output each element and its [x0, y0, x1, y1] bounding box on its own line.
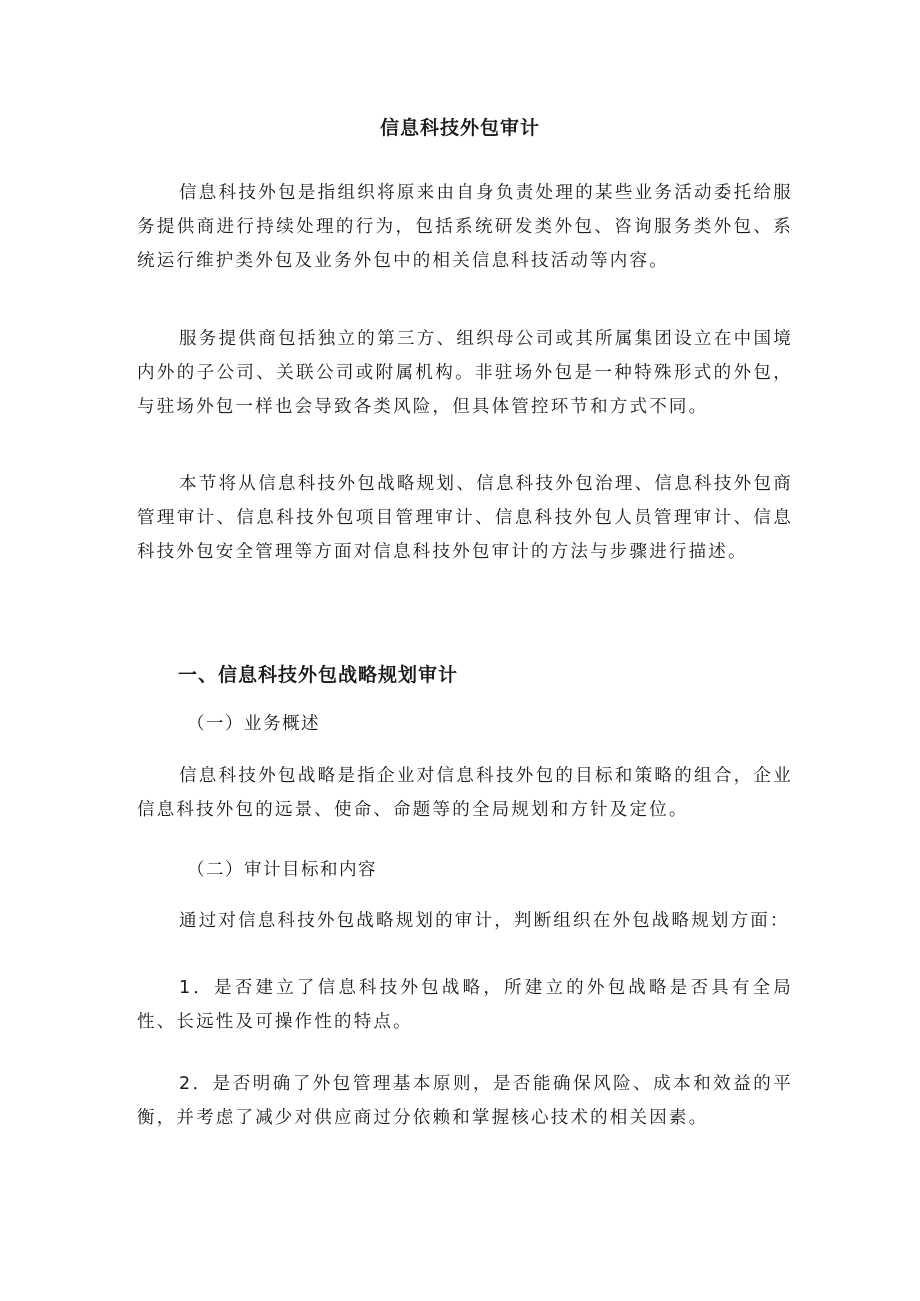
list-item-2: 2．是否明确了外包管理基本原则，是否能确保风险、成本和效益的平衡，并考虑了减少对供应商过分依赖和掌握核心技术的相关因素。 [137, 1074, 793, 1128]
subsection-1-heading: （一）业务概述 [187, 714, 320, 734]
section-1-heading: 一、信息科技外包战略规划审计 [178, 664, 459, 686]
subsection-2-text: 通过对信息科技外包战略规划的审计，判断组织在外包战略规划方面： [179, 911, 790, 931]
list-item-1: 1．是否建立了信息科技外包战略，所建立的外包战略是否具有全局性、长远性及可操作性的特点。 [137, 978, 793, 1032]
document-title: 信息科技外包审计 [379, 117, 540, 139]
intro-paragraph-1: 信息科技外包是指组织将原来由自身负责处理的某些业务活动委托给服务提供商进行持续处理的行为，包括系统研发类外包、咨询服务类外包、系统运行维护类外包及业务外包中的相关信息科技活动等内容。 [137, 183, 793, 271]
subsection-2-heading: （二）审计目标和内容 [187, 860, 377, 880]
subsection-1-text: 信息科技外包战略是指企业对信息科技外包的目标和策略的组合，企业信息科技外包的远景、使命、命题等的全局规划和方针及定位。 [137, 766, 793, 820]
intro-paragraph-2: 服务提供商包括独立的第三方、组织母公司或其所属集团设立在中国境内外的子公司、关联公司或附属机构。非驻场外包是一种特殊形式的外包，与驻场外包一样也会导致各类风险，但具体管控环节和方式不同。 [137, 329, 793, 417]
intro-paragraph-3: 本节将从信息科技外包战略规划、信息科技外包治理、信息科技外包商管理审计、信息科技外包项目管理审计、信息科技外包人员管理审计、信息科技外包安全管理等方面对信息科技外包审计的方法与步骤进行描述。 [137, 474, 793, 562]
